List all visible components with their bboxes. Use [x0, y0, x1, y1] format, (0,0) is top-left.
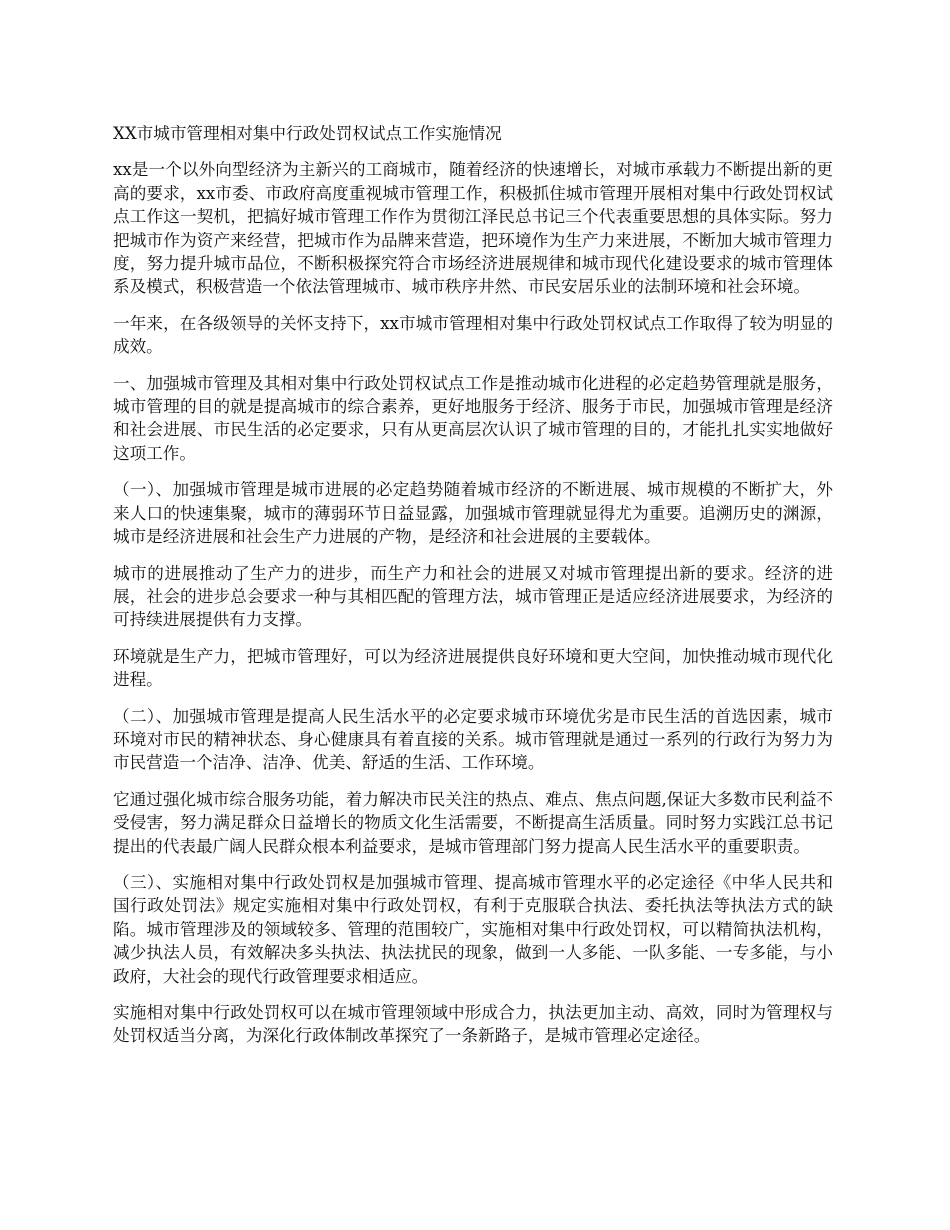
paragraph-summary: 一年来，在各级领导的关怀支持下，xx市城市管理相对集中行政处罚权试点工作取得了较为明显的成效。 [113, 313, 833, 357]
document-title: XX市城市管理相对集中行政处罚权试点工作实施情况 [113, 124, 502, 143]
paragraph-environment: 环境就是生产力，把城市管理好，可以为经济进展提供良好环境和更大空间，加快推动城市现代化进程。 [113, 646, 833, 690]
paragraph-productivity: 城市的进展推动了生产力的进步，而生产力和社会的进展又对城市管理提出新的要求。经济的进展，社会的进步总会要求一种与其相匹配的管理方法，城市管理正是适应经济进展要求，为经济的可持续进展提供有力支撑。 [113, 563, 833, 630]
paragraph-conclusion: 实施相对集中行政处罚权可以在城市管理领域中形成合力，执法更加主动、高效，同时为管理权与处罚权适当分离，为深化行政体制改革探究了一条新路子，是城市管理必定途径。 [113, 1003, 833, 1046]
paragraph-subsection-2: （二）、加强城市管理是提高人民生活水平的必定要求城市环境优劣是市民生活的首选因素，城市环境对市民的精神状态、身心健康具有着直接的关系。城市管理就是通过一系列的行政行为努力为市民营造一个洁净、洁净、优美、舒适的生活、工作环境。 [113, 706, 833, 773]
paragraph-section-1: 一、加强城市管理及其相对集中行政处罚权试点工作是推动城市化进程的必定趋势管理就是服务，城市管理的目的就是提高城市的综合素养，更好地服务于经济、服务于市民，加强城市管理是经济和社会进展、市民生活的必定要求，只有从更高层次认识了城市管理的目的，才能扎扎实实地做好这项工作。 [113, 373, 833, 463]
paragraph-subsection-1: （一）、加强城市管理是城市进展的必定趋势随着城市经济的不断进展、城市规模的不断扩大，外来人口的快速集聚，城市的薄弱环节日益显露，加强城市管理就显得尤为重要。追溯历史的渊源，城市是经济进展和社会生产力进展的产物，是经济和社会进展的主要载体。 [113, 480, 833, 547]
paragraph-services: 它通过强化城市综合服务功能，着力解决市民关注的热点、难点、焦点问题,保证大多数市民利益不受侵害，努力满足群众日益增长的物质文化生活需要，不断提高生活质量。同时努力实践江总书记提出的代表最广阔人民群众根本利益要求，是城市管理部门努力提高人民生活水平的重要职责。 [113, 789, 833, 856]
paragraph-subsection-3: （三）、实施相对集中行政处罚权是加强城市管理、提高城市管理水平的必定途径《中华人民共和国行政处罚法》规定实施相对集中行政处罚权，有利于克服联合执法、委托执法等执法方式的缺陷。城市管理涉及的领域较多、管理的范围较广，实施相对集中行政处罚权，可以精简执法机构，减少执法人员，有效解决多头执法、执法扰民的现象，做到一人多能、一队多能、一专多能，与小政府，大社会的现代行政管理要求相适应。 [113, 872, 833, 986]
document-page [113, 122, 833, 1061]
paragraph-intro: xx是一个以外向型经济为主新兴的工商城市，随着经济的快速增长，对城市承载力不断提出新的更高的要求，xx市委、市政府高度重视城市管理工作，积极抓住城市管理开展相对集中行政处罚权试点工作这一契机，把搞好城市管理工作作为贯彻江泽民总书记三个代表重要思想的具体实际。努力把城市作为资产来经营，把城市作为品牌来营造，把环境作为生产力来进展，不断加大城市管理力度，努力提升城市品位，不断积极探究符合市场经济进展规律和城市现代化建设要求的城市管理体系及模式，积极营造一个依法管理城市、城市秩序井然、市民安居乐业的法制环境和社会环境。 [113, 160, 833, 297]
